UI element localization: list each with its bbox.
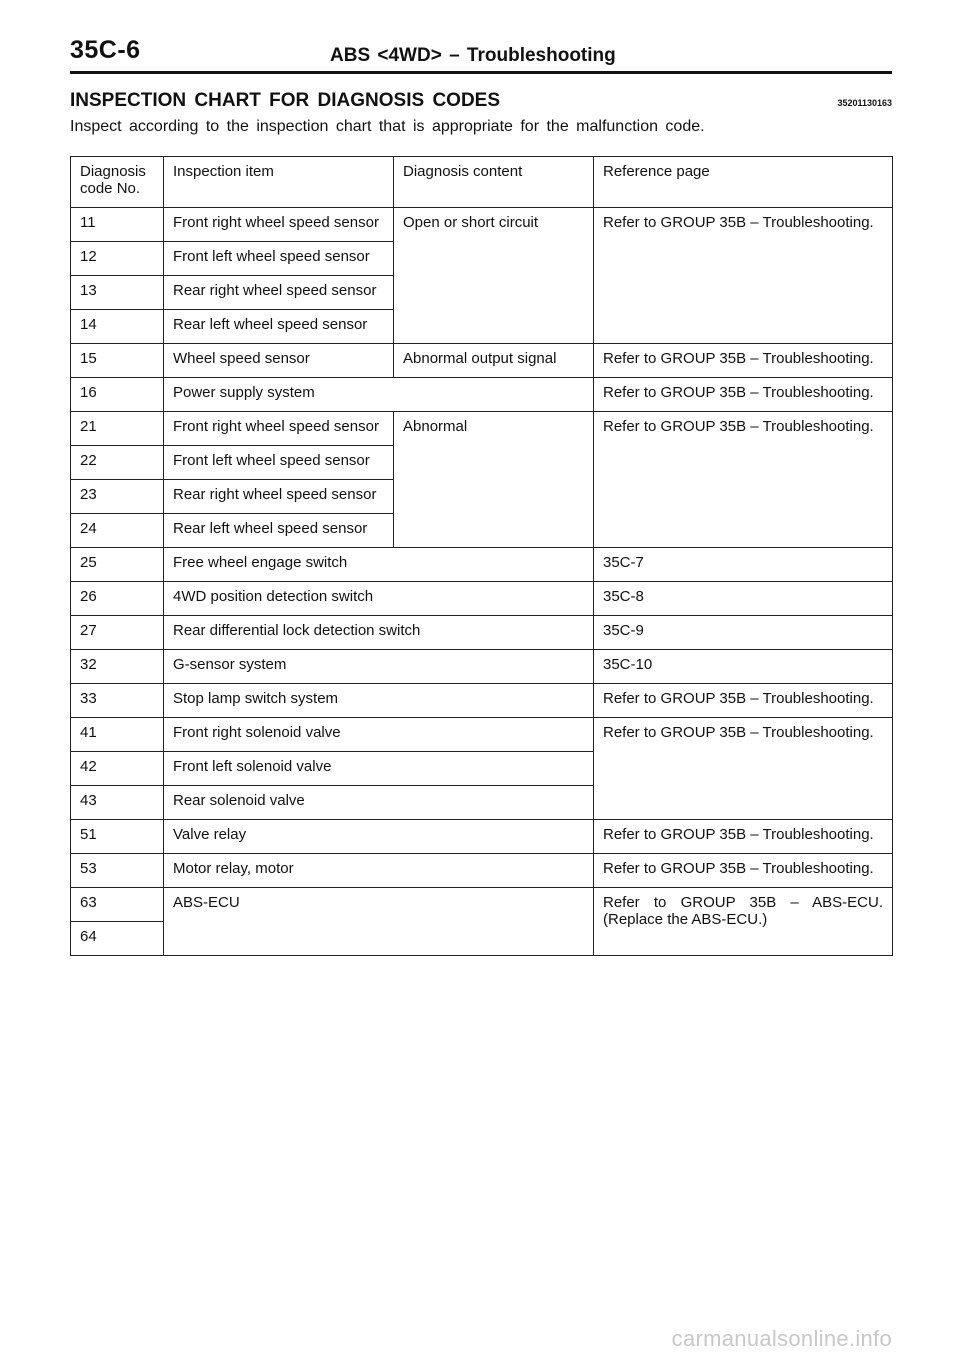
table-header-row <box>71 157 893 208</box>
item-cell: Rear solenoid valve <box>164 786 594 820</box>
code-cell: 16 <box>71 378 164 412</box>
item-cell: Front right wheel speed sensor <box>164 412 394 446</box>
reference-cell: 35C-9 <box>594 616 893 650</box>
code-cell: 64 <box>71 922 164 956</box>
table-row <box>71 548 893 582</box>
reference-cell: Refer to GROUP 35B – Troubleshooting. <box>594 208 893 344</box>
reference-cell: Refer to GROUP 35B – Troubleshooting. <box>594 378 893 412</box>
item-cell: Rear right wheel speed sensor <box>164 276 394 310</box>
code-cell: 42 <box>71 752 164 786</box>
table-row <box>71 718 893 752</box>
code-cell: 32 <box>71 650 164 684</box>
intro-text: Inspect according to the inspection chart that is appropriate for the malfunction code. <box>70 118 705 135</box>
item-cell: Front right wheel speed sensor <box>164 208 394 242</box>
code-cell: 22 <box>71 446 164 480</box>
code-cell: 53 <box>71 854 164 888</box>
header-rule <box>70 71 892 74</box>
item-cell: Stop lamp switch system <box>164 684 594 718</box>
reference-cell: 35C-7 <box>594 548 893 582</box>
reference-cell: Refer to GROUP 35B – Troubleshooting. <box>594 820 893 854</box>
item-cell: Free wheel engage switch <box>164 548 594 582</box>
page-number: 35C-6 <box>70 36 141 64</box>
reference-cell: Refer to GROUP 35B – Troubleshooting. <box>594 854 893 888</box>
code-cell: 63 <box>71 888 164 922</box>
table-row <box>71 582 893 616</box>
code-cell: 27 <box>71 616 164 650</box>
item-cell: Front left wheel speed sensor <box>164 242 394 276</box>
code-cell: 24 <box>71 514 164 548</box>
item-cell: Rear right wheel speed sensor <box>164 480 394 514</box>
code-cell: 11 <box>71 208 164 242</box>
code-cell: 41 <box>71 718 164 752</box>
inspection-chart-table <box>70 156 893 956</box>
content-cell: Open or short circuit <box>394 208 594 344</box>
code-cell: 13 <box>71 276 164 310</box>
reference-cell: Refer to GROUP 35B – Troubleshooting. <box>594 718 893 820</box>
table-row <box>71 854 893 888</box>
item-cell: 4WD position detection switch <box>164 582 594 616</box>
reference-cell: Refer to GROUP 35B – Troubleshooting. <box>594 412 893 548</box>
page-header-title: ABS <4WD> – Troubleshooting <box>330 45 616 66</box>
item-cell: Rear left wheel speed sensor <box>164 514 394 548</box>
code-cell: 23 <box>71 480 164 514</box>
reference-cell: Refer to GROUP 35B – ABS-ECU. (Replace the ABS-ECU.) <box>594 888 893 956</box>
table-row <box>71 888 893 922</box>
table-row <box>71 820 893 854</box>
item-cell: Rear differential lock detection switch <box>164 616 594 650</box>
code-cell: 26 <box>71 582 164 616</box>
code-cell: 12 <box>71 242 164 276</box>
content-cell: Abnormal output signal <box>394 344 594 378</box>
header-item: Inspection item <box>164 157 394 208</box>
item-cell: Valve relay <box>164 820 594 854</box>
table-row <box>71 344 893 378</box>
code-cell: 15 <box>71 344 164 378</box>
code-cell: 21 <box>71 412 164 446</box>
item-cell: Front left solenoid valve <box>164 752 594 786</box>
code-cell: 51 <box>71 820 164 854</box>
item-cell: G-sensor system <box>164 650 594 684</box>
code-cell: 33 <box>71 684 164 718</box>
item-cell: Front right solenoid valve <box>164 718 594 752</box>
item-cell: ABS-ECU <box>164 888 594 956</box>
item-cell: Wheel speed sensor <box>164 344 394 378</box>
code-cell: 14 <box>71 310 164 344</box>
code-cell: 25 <box>71 548 164 582</box>
section-title: INSPECTION CHART FOR DIAGNOSIS CODES <box>70 90 501 111</box>
reference-cell: 35C-8 <box>594 582 893 616</box>
reference-cell: 35C-10 <box>594 650 893 684</box>
section-code: 35201130163 <box>837 98 892 108</box>
item-cell: Front left wheel speed sensor <box>164 446 394 480</box>
item-cell: Motor relay, motor <box>164 854 594 888</box>
item-cell: Power supply system <box>164 378 594 412</box>
content-cell: Abnormal <box>394 412 594 548</box>
code-cell: 43 <box>71 786 164 820</box>
table-row <box>71 616 893 650</box>
table-row <box>71 378 893 412</box>
header-code: Diagnosis code No. <box>71 157 164 208</box>
reference-cell: Refer to GROUP 35B – Troubleshooting. <box>594 344 893 378</box>
reference-cell: Refer to GROUP 35B – Troubleshooting. <box>594 684 893 718</box>
table-row <box>71 412 893 446</box>
table-row <box>71 684 893 718</box>
table-row <box>71 650 893 684</box>
header-content: Diagnosis content <box>394 157 594 208</box>
header-reference: Reference page <box>594 157 893 208</box>
watermark: carmanualsonline.info <box>671 1326 892 1351</box>
table-row <box>71 208 893 242</box>
item-cell: Rear left wheel speed sensor <box>164 310 394 344</box>
